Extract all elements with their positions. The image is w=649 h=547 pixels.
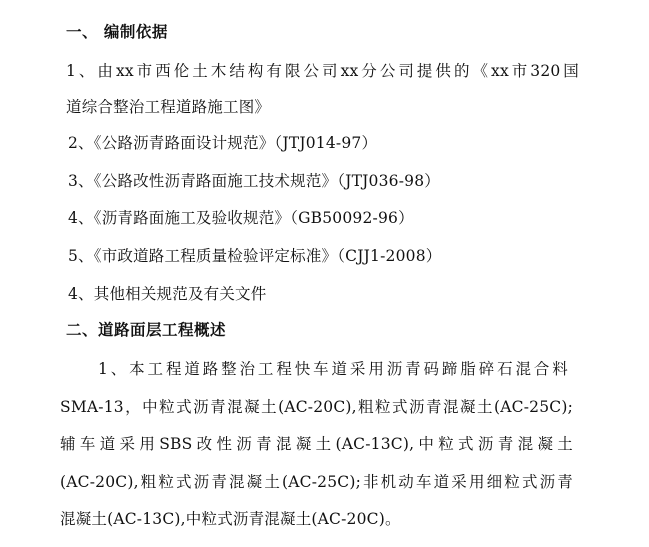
section-2-heading: 二、道路面层工程概述 — [66, 320, 227, 339]
basis-item-4: 4、《沥青路面施工及验收规范》（GB50092-96） — [68, 209, 414, 227]
overview-line-3: 辅车道采用SBS改性沥青混凝土(AC-13C),中粒式沥青混凝土 — [60, 435, 573, 453]
basis-item-5: 5、《市政道路工程质量检验评定标准》（CJJ1-2008） — [68, 247, 442, 265]
basis-item-1-line-2: 道综合整治工程道路施工图》 — [66, 98, 271, 116]
basis-item-1-line-1: 1、由xx市西伦土木结构有限公司xx分公司提供的《xx市320国 — [66, 62, 579, 80]
basis-item-3: 3、《公路改性沥青路面施工技术规范》（JTJ036-98） — [68, 172, 440, 190]
basis-item-6: 4、其他相关规范及有关文件 — [68, 285, 267, 303]
overview-line-5: 混凝土(AC-13C),中粒式沥青混凝土(AC-20C)。 — [60, 510, 401, 528]
overview-line-1: 1、本工程道路整治工程快车道采用沥青码蹄脂碎石混合料 — [98, 360, 568, 378]
overview-line-2: SMA-13，中粒式沥青混凝土(AC-20C),粗粒式沥青混凝土(AC-25C); — [60, 398, 573, 416]
section-1-heading: 一、 编制依据 — [66, 22, 168, 41]
basis-item-2: 2、《公路沥青路面设计规范》（JTJ014-97） — [68, 134, 378, 152]
overview-line-4: (AC-20C),粗粒式沥青混凝土(AC-25C);非机动车道采用细粒式沥青 — [60, 473, 573, 491]
